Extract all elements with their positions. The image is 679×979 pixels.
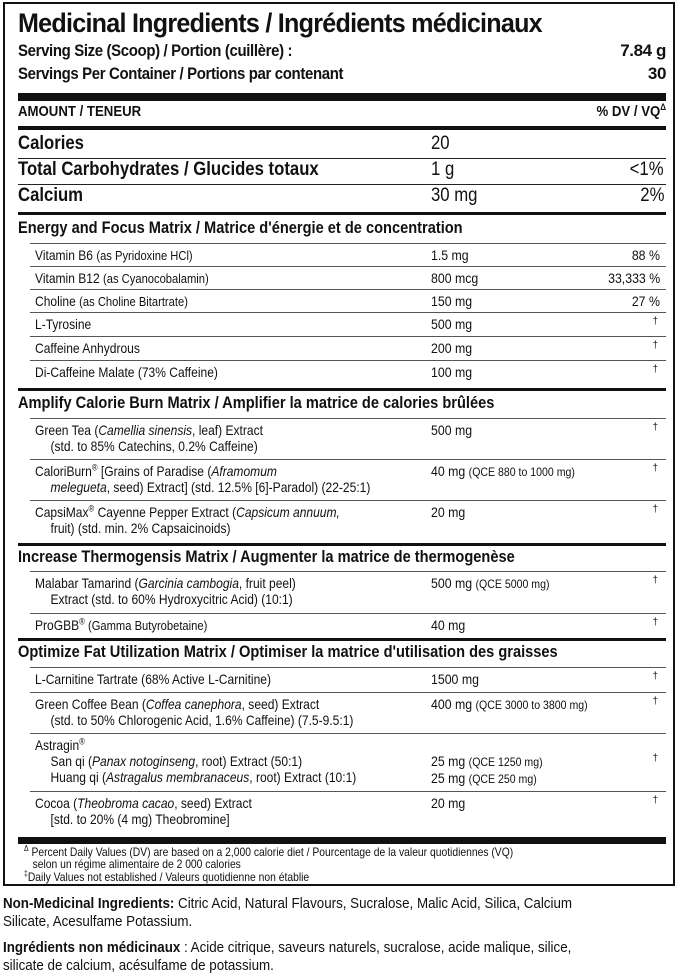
row-divider <box>30 266 666 267</box>
panel-title: Medicinal Ingredients / Ingrédients médicinaux <box>18 8 542 38</box>
amount-column-header: AMOUNT / TENEUR <box>18 103 142 120</box>
medicinal-ingredients-panel: Medicinal Ingredients / Ingrédients médicinaux Serving Size (Scoop) / Portion (cuillère) : 7.84 g Servings Per Container / Portions par contenant 30 AMOUNT / TENEUR % DV / $VQ^\Delta$ Calories 20 Total Carbohydrates / Glucides totaux 1 g <1% Calcium 30 mg 2% Energy and Focus Matrix / Matrice d'énergie et de concentration Vitamin B6 (as Pyridoxine HCl) 1.5 mg 88 % Vitamin B12 (as Cyanocobalamin) 800 mcg 33,333 % Choline (as Choline Bitartrate) 150 mg 27 % L-Tyrosine 500 mg † Caffeine Anhydrous 200 mg † Di-Caffeine Malate (73% Caffeine) 100 mg † Amplify Calorie Burn Matrix / Amplifier la matrice de calories brûlées Green Tea (Camellia sinensis, leaf) Extract (std. to 85% Catechins, 0.2% Caffeine) 500 mg † CaloriBurn® [Grains of Paradise (Aframomum melegueta, seed) Extract] (std. 12.5% [6]-Paradol) (22-25:1) 40 mg (QCE 880 to 1000 mg) † CapsiMax® Cayenne Pepper Extract (Capsicum annuum, fruit) (std. min. 2% Capsaicinoids) 20 mg † Increase Thermogensis Matrix / Augmenter la matrice de thermogenèse Malabar Tamarind (Garcinia cambogia, fruit peel) Extract (std. to 60% Hydroxycitric Acid) (10:1) 500 mg (QCE 5000 mg) † ProGBB® (Gamma Butyrobetaine) 40 mg † Optimize Fat Utilization Matrix / Optimiser la matrice d'utilisation des graisses L-Carnitine Tartrate (68% Active L-Carnitine) 1500 mg † Green Coffee Bean (Coffea canephora, seed) Extract (std. to 50% Chlorogenic Acid, 1.6% Caffeine) (7.5-9.5:1) 400 mg (QCE 3000 to 3800 mg) † Astragin® San qi (Panax notoginseng, root) Extract (50:1) Huang qi (Astragalus membranaceus, root) Extract (10:1) 25 mg (QCE 1250 mg) 25 mg (QCE 250 mg) † Cocoa (Theobroma cacao, seed) Extract [std. to 20% (4 mg) Theobromine] 20 mg † $^\Delta$ Percent Daily Values (DV) are based on a 2,000 calorie diet / Pourcentage de la valeur quotidiennes (VQ) selon un régime alimentaire de 2 000 calories ‡Daily Values not established / Valeurs quotidienne non établie <box>3 2 675 886</box>
dagger-mark: † <box>652 575 658 586</box>
row-divider <box>30 336 666 337</box>
dagger-mark: † <box>652 340 658 351</box>
row-divider <box>30 289 666 290</box>
divider-thick <box>18 93 666 101</box>
divider-thick <box>18 837 666 844</box>
dagger-mark: † <box>652 795 658 806</box>
section-title-thermogenesis: Increase Thermogensis Matrix / Augmenter la matrice de thermogenèse <box>18 547 515 566</box>
row-divider <box>30 500 666 501</box>
nutrient-row-calcium: Calcium 30 mg 2% <box>18 185 664 206</box>
dagger-mark: † <box>652 696 658 707</box>
row-divider <box>30 667 666 668</box>
servings-value: 30 <box>647 64 666 83</box>
row-divider <box>30 418 666 419</box>
dagger-mark: † <box>652 504 658 515</box>
serving-size-value: 7.84 g <box>620 41 666 60</box>
column-header-row <box>18 103 666 120</box>
dagger-mark: † <box>652 422 658 433</box>
divider-medium <box>18 388 666 391</box>
row-divider <box>30 243 666 244</box>
row-divider <box>30 312 666 313</box>
row-divider <box>30 733 666 734</box>
nutrient-row-calories: Calories 20 <box>18 133 450 154</box>
non-medicinal-ingredients-fr: Ingrédients non médicinaux : Acide citrique, saveurs naturels, sucralose, acide malique, silice, silicate de calcium, acésulfame de potassium. <box>3 939 572 974</box>
row-divider <box>30 571 666 572</box>
serving-size-row <box>18 41 666 61</box>
section-title-energy-focus: Energy and Focus Matrix / Matrice d'énergie et de concentration <box>18 218 463 237</box>
row-divider <box>30 613 666 614</box>
dagger-mark: † <box>652 316 658 327</box>
servings-per-container-row <box>18 64 666 84</box>
dagger-mark: † <box>652 617 658 628</box>
non-medicinal-ingredients-en: Non-Medicinal Ingredients: Citric Acid, Natural Flavours, Sucralose, Malic Acid, Silica, Calcium Silicate, Acesulfame Potassium. <box>3 895 573 930</box>
row-divider <box>30 791 666 792</box>
dagger-mark: † <box>652 364 658 375</box>
servings-label: Servings Per Container / Portions par contenant <box>18 64 344 83</box>
divider-medium <box>18 543 666 546</box>
dagger-mark: † <box>652 753 658 764</box>
section-title-fat-utilization: Optimize Fat Utilization Matrix / Optimiser la matrice d'utilisation des graisses <box>18 642 558 661</box>
divider-medium <box>18 126 666 130</box>
divider-medium <box>18 212 666 215</box>
section-title-calorie-burn: Amplify Calorie Burn Matrix / Amplifier la matrice de calories brûlées <box>18 393 495 412</box>
footnote-not-established: ‡Daily Values not established / Valeurs quotidienne non établie <box>24 869 310 884</box>
row-divider <box>30 692 666 693</box>
row-divider <box>30 360 666 361</box>
nutrient-row-carbohydrates: Total Carbohydrates / Glucides totaux 1 g <1% <box>18 159 664 180</box>
row-divider <box>30 459 666 460</box>
divider-medium <box>18 638 666 641</box>
dv-column-header: % DV / $VQ^\Delta$ <box>596 102 666 120</box>
footnote-dv-line2: selon un régime alimentaire de 2 000 calories <box>32 857 241 871</box>
dagger-mark: † <box>652 671 658 682</box>
footnote-dv: $^\Delta$ Percent Daily Values (DV) are based on a 2,000 calorie diet / Pourcentage de la valeur quotidiennes (VQ) <box>24 844 514 859</box>
serving-size-label: Serving Size (Scoop) / Portion (cuillère) : <box>18 41 293 60</box>
dagger-mark: † <box>652 463 658 474</box>
